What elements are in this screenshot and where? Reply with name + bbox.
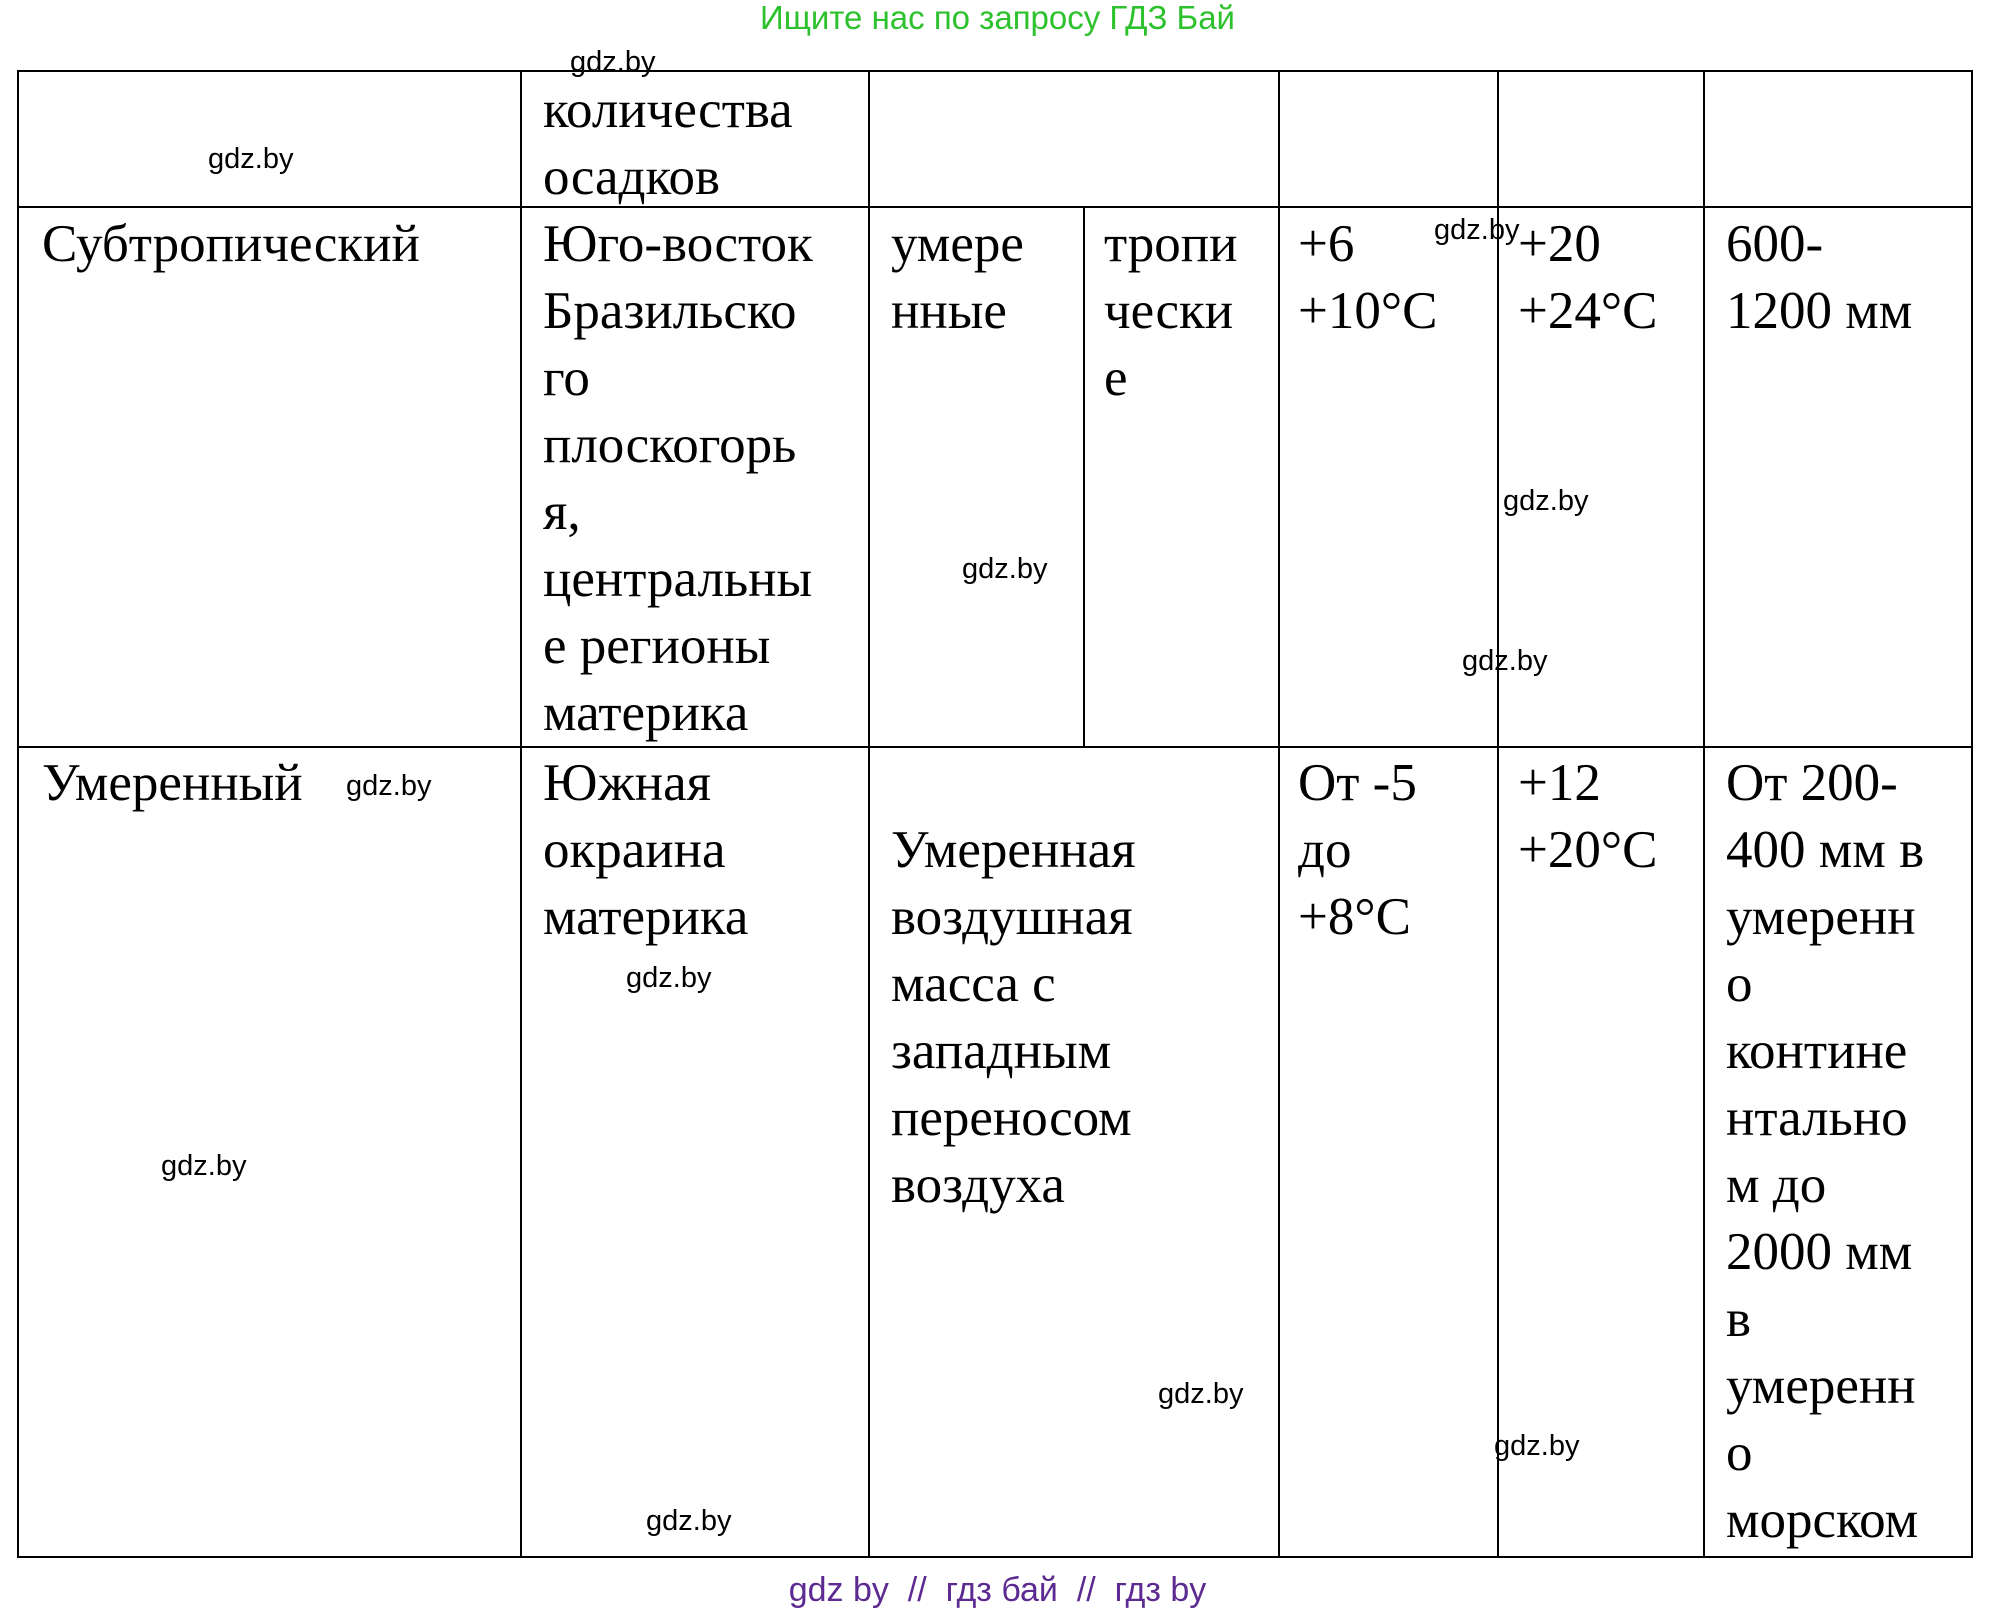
- cell-subtropical-precipitation: 600- 1200 мм: [1726, 215, 1913, 340]
- table-border-right: [1971, 70, 1973, 1558]
- cell-temperate-jul-temp: +12 +20°C: [1518, 754, 1658, 879]
- col-divider-3: [1278, 70, 1280, 1558]
- col-divider-5: [1703, 70, 1705, 1558]
- cell-subtropical-name: Субтропический: [42, 215, 420, 273]
- cell-temperate-jan-temp: От -5 до +8°C: [1298, 754, 1417, 946]
- col-divider-4: [1497, 70, 1499, 1558]
- watermark: gdz.by: [346, 770, 432, 802]
- watermark: gdz.by: [1494, 1430, 1580, 1462]
- cell-temperate-name: Умеренный: [42, 754, 303, 812]
- col-divider-2: [868, 70, 870, 1558]
- table-border-left: [17, 70, 19, 1558]
- cell-subtropical-region: Юго-восток Бразильско го плоскогорь я, центральны е регионы материка: [543, 215, 813, 742]
- row-divider-1: [17, 206, 1973, 208]
- table-border-top: [17, 70, 1973, 72]
- row-divider-2: [17, 746, 1973, 748]
- watermark: gdz.by: [208, 143, 294, 175]
- watermark: gdz.by: [1503, 485, 1589, 517]
- watermark: gdz.by: [161, 1150, 247, 1182]
- cell-subtropical-jan-temp: +6 +10°C: [1298, 215, 1438, 340]
- watermark: gdz.by: [1158, 1378, 1244, 1410]
- watermark: gdz.by: [570, 46, 656, 78]
- watermark: gdz.by: [626, 962, 712, 994]
- watermark: gdz.by: [1462, 645, 1548, 677]
- table-border-bottom: [17, 1556, 1973, 1558]
- cell-subtropical-jul-temp: +20 +24°C: [1518, 215, 1658, 340]
- cell-temperate-airmass: Умеренная воздушная масса с западным переносом воздуха: [891, 821, 1136, 1214]
- watermark: gdz.by: [1434, 214, 1520, 246]
- cell-temperate-precipitation: От 200- 400 мм в умеренн о контине нтально м до 2000 мм в умеренн о морском: [1726, 754, 1925, 1549]
- col-divider-2b: [1083, 206, 1085, 747]
- col-divider-1: [520, 70, 522, 1558]
- cell-subtropical-airmass-tropical: тропи чески е: [1104, 215, 1238, 407]
- bottom-banner: gdz by // гдз бай // гдз by: [788, 1571, 1207, 1609]
- cell-temperate-region: Южная окраина материка: [543, 754, 749, 946]
- watermark: gdz.by: [962, 553, 1048, 585]
- top-banner: Ищите нас по запросу ГДЗ Бай: [760, 0, 1235, 36]
- cell-subtropical-airmass-temperate: умере нные: [891, 215, 1024, 340]
- cell-precipitation-header: количества осадков: [543, 81, 793, 206]
- watermark: gdz.by: [646, 1505, 732, 1537]
